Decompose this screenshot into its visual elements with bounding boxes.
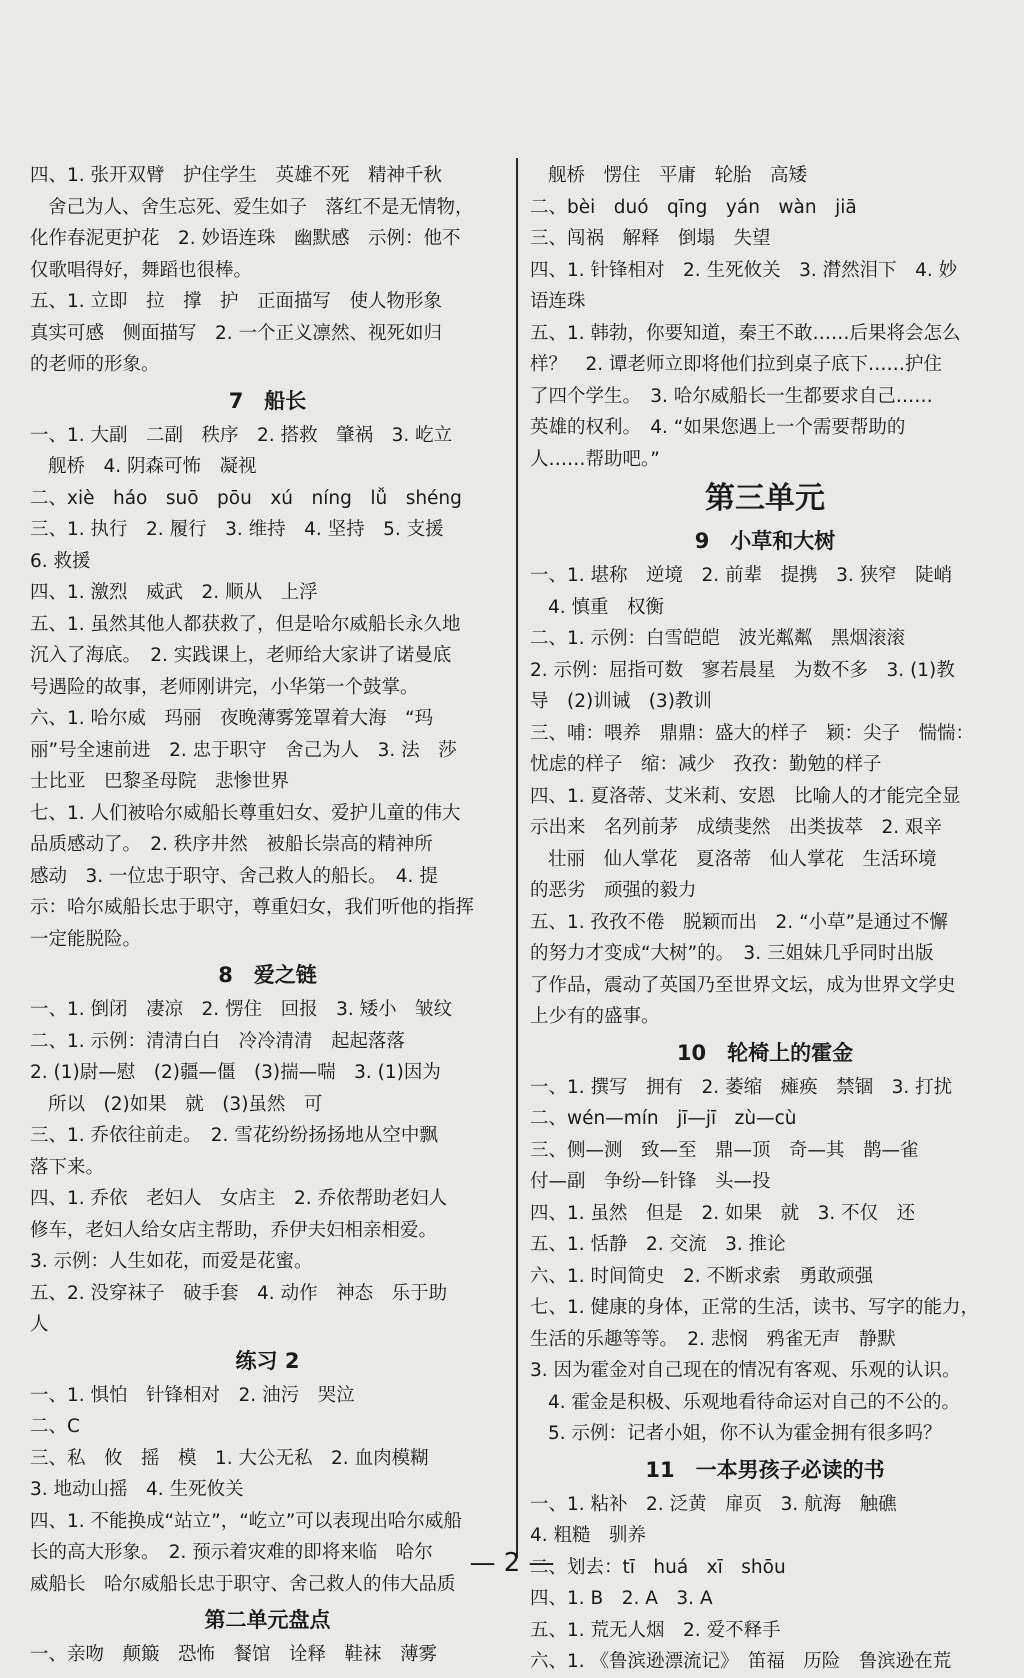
text-line: 三、侧—测 致—至 鼎—顶 奇—其 鹊—雀	[530, 1139, 919, 1161]
text-line: 付—副 争纷—针锋 头—投	[530, 1171, 771, 1192]
exercise-title-2: 练习 2	[235, 1348, 300, 1373]
text-line: 长的高大形象。 2. 预示着灾难的即将来临 哈尔	[30, 1542, 433, 1563]
text-line: 4. 粗糙 驯养	[530, 1525, 647, 1546]
text-line: 四、1. 不能换成“站立”，“屹立”可以表现出哈尔威船	[30, 1510, 462, 1532]
text-line: 一、1. 大副 二副 秩序 2. 搭救 肇祸 3. 屹立	[30, 424, 453, 446]
right-column	[530, 160, 1000, 1678]
text-line: 示出来 名列前茅 成绩斐然 出类拔萃 2. 艰辛	[530, 817, 943, 838]
text-line: 沉入了海底。 2. 实践课上，老师给大家讲了诺曼底	[30, 645, 452, 666]
text-line: 5. 示例：记者小姐，你不认为霍金拥有很多吗？	[548, 1423, 942, 1444]
text-line: 五、1. 立即 拉 撑 护 正面描写 使人物形象	[30, 291, 443, 312]
text-line: 人	[30, 1314, 49, 1335]
text-line: 五、1. 韩勃，你要知道，秦王不敢……后果将会怎么	[530, 322, 961, 344]
text-line: 4. 霍金是积极、乐观地看待命运对自己的不公的。	[548, 1391, 961, 1413]
text-line: 五、1. 孜孜不倦 脱颖而出 2. “小草”是通过不懈	[530, 911, 948, 933]
text-line: 一、1. 粘补 2. 泛黄 扉页 3. 航海 触礁	[530, 1493, 897, 1515]
lesson-title-8: 8 爱之链	[218, 963, 317, 987]
text-line: 四、1. 张开双臂 护住学生 英雄不死 精神千秋	[30, 165, 443, 186]
text-line: 感动 3. 一位忠于职守、舍己救人的船长。 4. 提	[30, 865, 438, 887]
text-line: 二、C	[30, 1416, 80, 1437]
text-line: 三、私 攸 摇 模 1. 大公无私 2. 血肉模糊	[30, 1447, 429, 1469]
text-line: 壮丽 仙人掌花 夏洛蒂 仙人掌花 生活环境	[548, 848, 937, 870]
text-line: 三、1. 乔依往前走。 2. 雪花纷纷扬扬地从空中飘	[30, 1125, 438, 1146]
text-line: 品质感动了。 2. 秩序井然 被船长崇高的精神所	[30, 834, 433, 855]
text-line: 一定能脱险。	[30, 928, 142, 950]
text-line: 人……帮助吧。”	[530, 448, 660, 470]
text-line: 六、1. 《鲁滨逊漂流记》 笛福 历险 鲁滨逊在荒	[530, 1651, 952, 1672]
text-line: 3. 因为霍金对自己现在的情况有客观、乐观的认识。	[530, 1360, 961, 1381]
text-line: 二、1. 示例：白雪皑皑 波光粼粼 黑烟滚滚	[530, 628, 906, 649]
text-line: 六、1. 哈尔威 玛丽 夜晚薄雾笼罩着大海 “玛	[30, 708, 434, 729]
text-line: 四、1. 针锋相对 2. 生死攸关 3. 潸然泪下 4. 妙	[530, 259, 958, 281]
text-line: 五、2. 没穿袜子 破手套 4. 动作 神态 乐于助	[30, 1282, 448, 1304]
text-line: 士比亚 巴黎圣母院 悲惨世界	[30, 771, 290, 792]
text-line: 2. (1)尉—慰 (2)疆—僵 (3)揣—喘 3. (1)因为	[30, 1062, 441, 1083]
text-line: 舰桥 4. 阴森可怖 凝视	[48, 456, 257, 477]
text-line: 仅歌唱得好，舞蹈也很棒。	[30, 259, 253, 281]
text-line: 二、划去：tī huá xī shōu	[530, 1556, 786, 1578]
text-line: 一、1. 倒闭 凄凉 2. 愣住 回报 3. 矮小 皱纹	[30, 999, 453, 1020]
unit-review-title: 第二单元盘点	[204, 1608, 331, 1632]
text-line: 三、闯祸 解释 倒塌 失望	[530, 228, 771, 249]
unit-three-heading: 第三单元	[705, 481, 825, 516]
text-line: 舰桥 愣住 平庸 轮胎 高矮	[548, 165, 808, 186]
text-line: 6. 救援	[30, 550, 91, 572]
lesson-title-9: 9 小草和大树	[694, 529, 836, 553]
text-line: 四、1. 激烈 威武 2. 顺从 上浮	[30, 582, 318, 603]
text-line: 四、1. 乔依 老妇人 女店主 2. 乔依帮助老妇人	[30, 1188, 448, 1209]
text-line: 威船长 哈尔威船长忠于职守、舍己救人的伟大品质	[30, 1573, 456, 1595]
text-line: 七、1. 健康的身体，正常的生活，读书、写字的能力，	[530, 1297, 980, 1318]
text-line: 五、1. 恬静 2. 交流 3. 推论	[530, 1234, 786, 1255]
lesson-title-7: 7 船长	[228, 388, 307, 413]
text-line: 3. 地动山摇 4. 生死攸关	[30, 1479, 244, 1500]
text-line: 语连珠	[530, 291, 586, 312]
text-line: 所以 (2)如果 就 (3)虽然 可	[48, 1093, 323, 1115]
text-line: 三、1. 执行 2. 履行 3. 维持 4. 坚持 5. 支援	[30, 519, 444, 540]
text-line: 的努力才变成“大树”的。 3. 三姐妹几乎同时出版	[530, 943, 934, 964]
text-line: 四、1. 虽然 但是 2. 如果 就 3. 不仅 还	[530, 1202, 916, 1224]
text-line: 三、哺：喂养 鼎鼎：盛大的样子 颖：尖子 惴惴：	[530, 722, 975, 744]
text-line: 舍己为人、舍生忘死、爱生如子 落红不是无情物，	[48, 196, 474, 218]
text-line: 四、1. 夏洛蒂、艾米莉、安恩 比喻人的才能完全显	[530, 785, 961, 807]
text-line: 导 (2)训诫 (3)教训	[530, 691, 712, 712]
text-line: 真实可感 侧面描写 2. 一个正义凛然、视死如归	[30, 322, 443, 344]
text-line: 上少有的盛事。	[530, 1006, 660, 1027]
text-line: 四、1. B 2. A 3. A	[530, 1588, 713, 1609]
text-line: 样？ 2. 谭老师立即将他们拉到桌子底下……护住	[530, 354, 943, 375]
text-line: 化作春泥更护花 2. 妙语连珠 幽默感 示例：他不	[30, 228, 461, 249]
text-line: 六、1. 时间简史 2. 不断求索 勇敢顽强	[530, 1265, 874, 1287]
text-line: 示：哈尔威船长忠于职守，尊重妇女，我们听他的指挥	[30, 897, 475, 918]
text-line: 二、bèi duó qīng yán wàn jiā	[530, 196, 857, 218]
text-line: 二、xiè háo suō pōu xú níng lǚ shéng	[30, 487, 462, 509]
page-number: — 2 —	[469, 1548, 555, 1578]
text-line: 二、wén—mín jī—jī zù—cù	[530, 1108, 797, 1129]
text-line: 英雄的权利。 4. “如果您遇上一个需要帮助的	[530, 417, 906, 438]
lesson-title-10: 10 轮椅上的霍金	[676, 1040, 854, 1065]
text-line: 的恶劣 顽强的毅力	[530, 880, 697, 901]
text-line: 一、1. 撰写 拥有 2. 萎缩 瘫痪 禁锢 3. 打扰	[530, 1076, 953, 1098]
text-line: 二、1. 示例：清清白白 冷冷清清 起起落落	[30, 1030, 406, 1052]
text-line: 一、亲吻 颠簸 恐怖 餐馆 诠释 鞋袜 薄雾	[30, 1644, 438, 1665]
text-line: 了四个学生。 3. 哈尔威船长一生都要求自己……	[530, 385, 933, 407]
text-line: 七、1. 人们被哈尔威船长尊重妇女、爱护儿童的伟大	[30, 802, 461, 824]
lesson-title-11: 11 一本男孩子必读的书	[645, 1457, 885, 1482]
text-line: 丽”号全速前进 2. 忠于职守 舍己为人 3. 法 莎	[30, 739, 457, 761]
text-line: 一、1. 惧怕 针锋相对 2. 油污 哭泣	[30, 1384, 355, 1406]
text-line: 4. 慎重 权衡	[548, 596, 665, 618]
text-line: 忧虑的样子 缩：减少 孜孜：勤勉的样子	[530, 754, 882, 775]
text-line: 一、1. 堪称 逆境 2. 前辈 提携 3. 狭窄 陡峭	[530, 565, 953, 586]
text-line: 修车，老妇人给女店主帮助，乔伊夫妇相亲相爱。	[30, 1219, 438, 1241]
text-line: 号遇险的故事，老师刚讲完，小华第一个鼓掌。	[30, 676, 419, 698]
left-column	[30, 160, 505, 1671]
text-line: 落下来。	[30, 1156, 105, 1178]
text-line: 3. 示例：人生如花，而爱是花蜜。	[30, 1251, 313, 1272]
text-line: 五、1. 荒无人烟 2. 爱不释手	[530, 1619, 781, 1641]
column-divider	[516, 158, 518, 1558]
text-line: 生活的乐趣等等。 2. 悲悯 鸦雀无声 静默	[530, 1328, 896, 1350]
text-line: 2. 示例：屈指可数 寥若晨星 为数不多 3. (1)教	[530, 659, 955, 681]
text-line: 了作品，震动了英国乃至世界文坛，成为世界文学史	[530, 974, 956, 996]
text-line: 五、1. 虽然其他人都获救了，但是哈尔威船长永久地	[30, 613, 461, 635]
text-line: 的老师的形象。	[30, 354, 160, 375]
